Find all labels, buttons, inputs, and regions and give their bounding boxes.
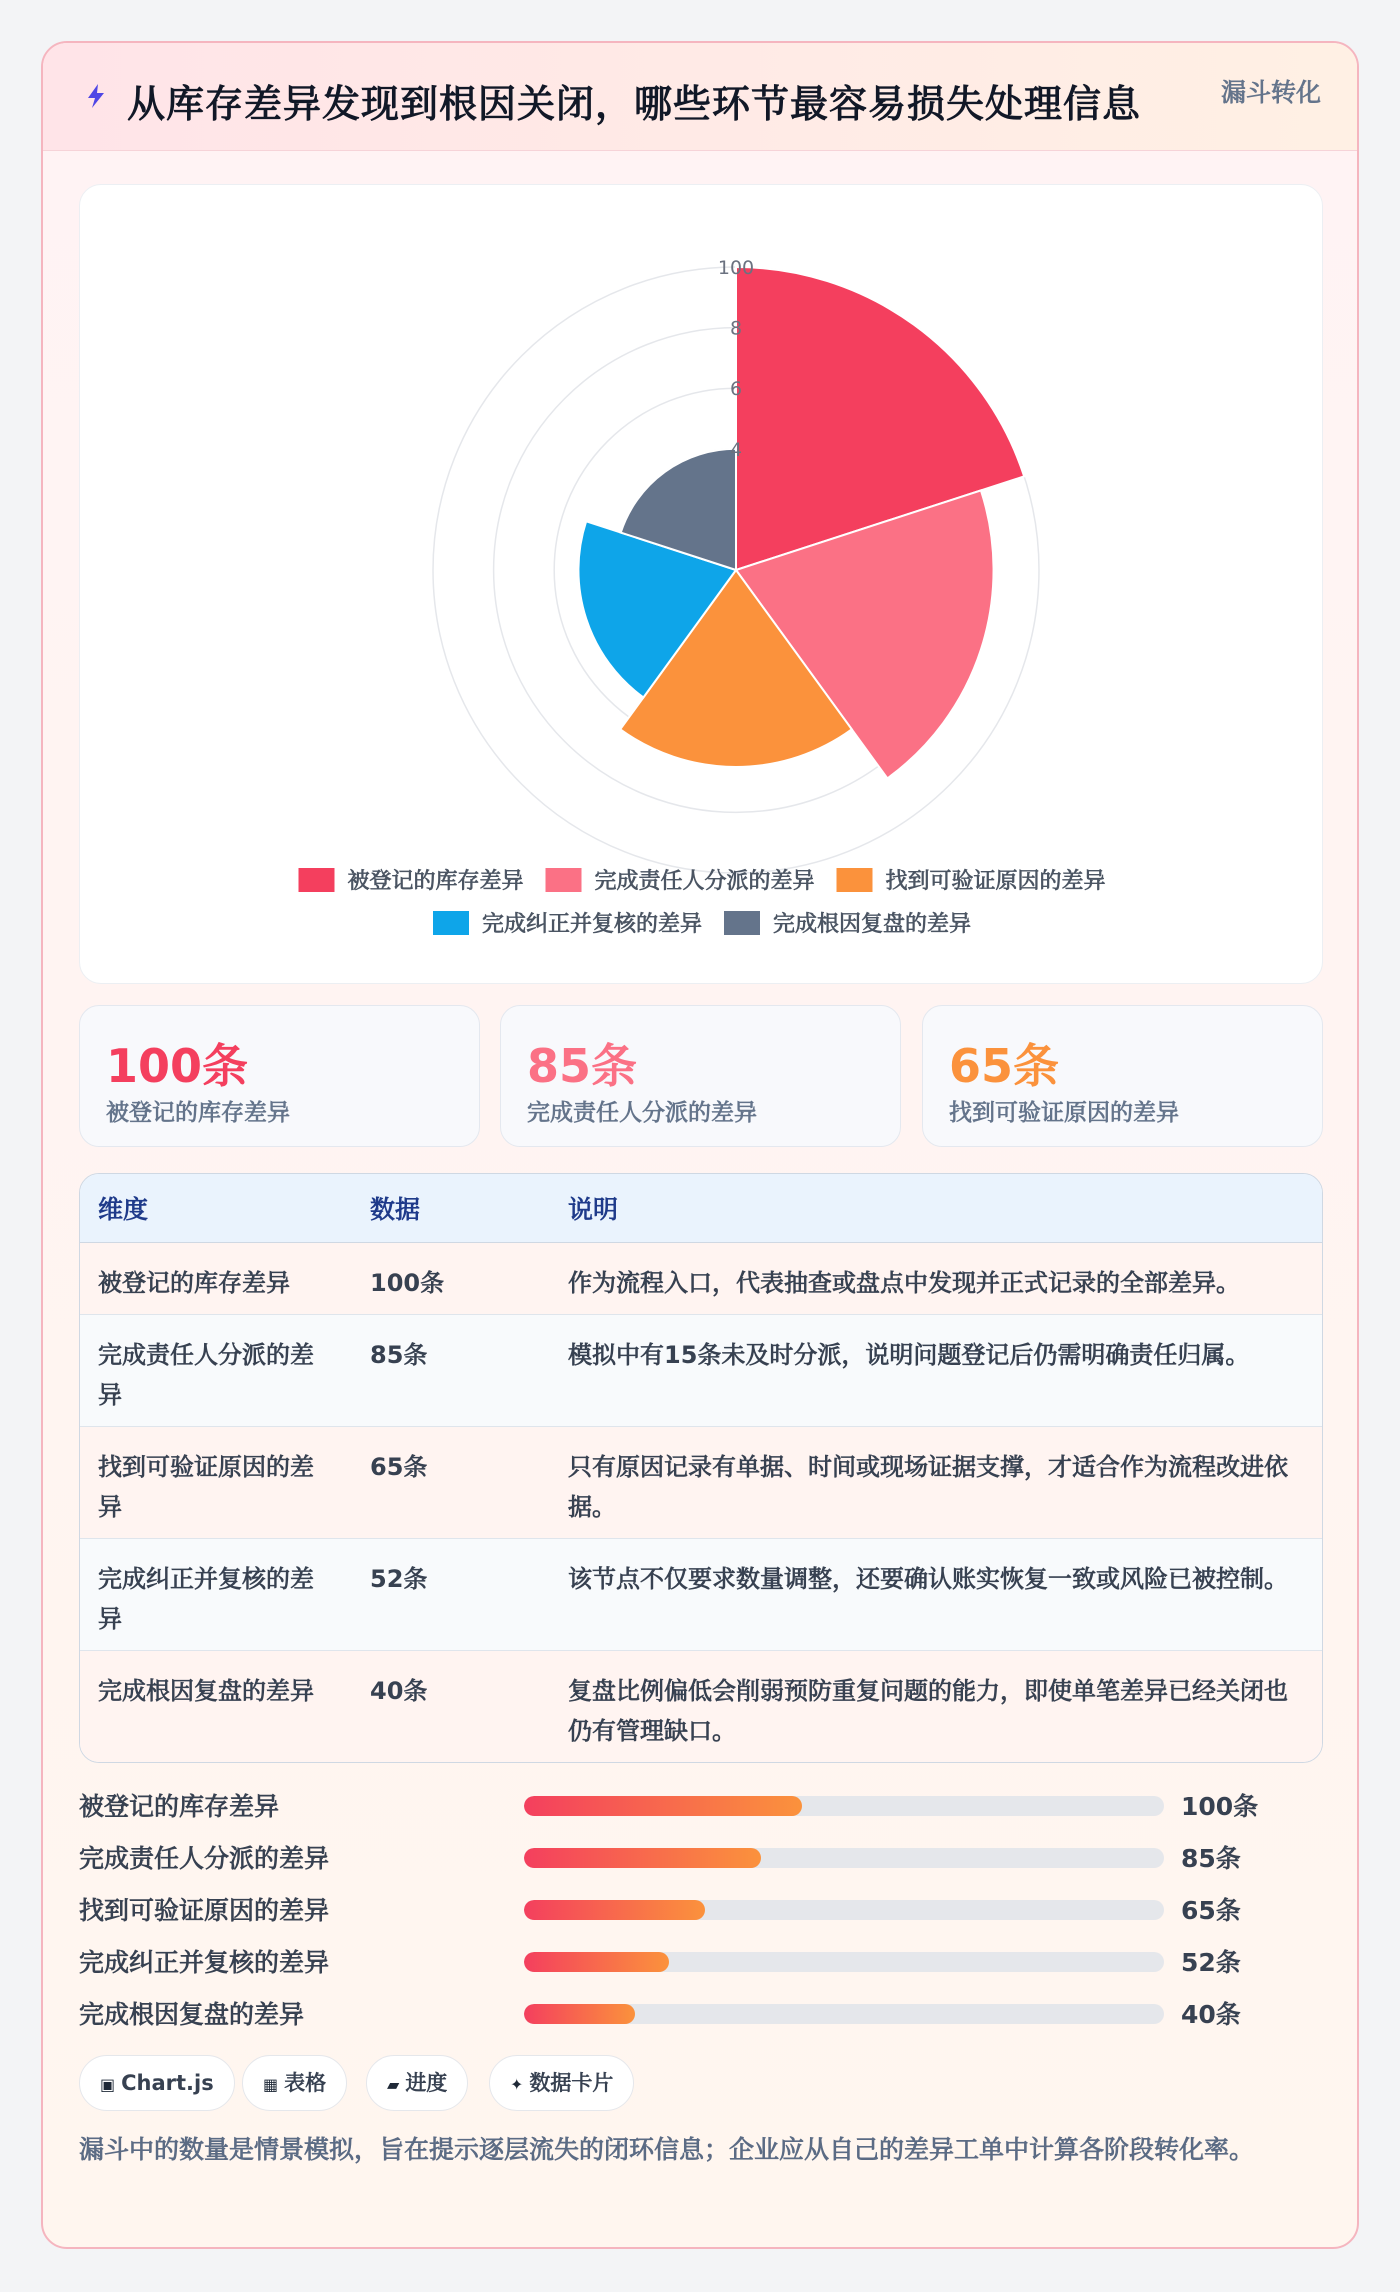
- progress-row: [79, 1991, 1323, 2031]
- legend-label: 被登记的库存差异: [347, 869, 524, 894]
- kpi-cards: [79, 1005, 1323, 1147]
- progress-value: 52条: [1181, 1948, 1241, 1977]
- row-name: 完成责任人分派的差异: [80, 1314, 352, 1426]
- kpi-label: 找到可验证原因的差异: [949, 1100, 1179, 1126]
- chip-label: 进度: [405, 2071, 448, 2095]
- column-header: 维度: [80, 1174, 352, 1242]
- row-value: 85条: [352, 1314, 550, 1426]
- row-value: 52条: [352, 1538, 550, 1650]
- data-table: [79, 1173, 1323, 1763]
- kpi-label: 完成责任人分派的差异: [527, 1100, 757, 1126]
- table-icon: ▦: [263, 2075, 279, 2094]
- legend-label: 完成根因复盘的差异: [773, 912, 972, 937]
- table-row: [80, 1650, 1322, 1762]
- chart-type-tag: 漏斗转化: [1220, 78, 1321, 107]
- row-name: 被登记的库存差异: [80, 1242, 352, 1314]
- progress-fill: [524, 1848, 761, 1868]
- progress-value: 40条: [1181, 2000, 1241, 2029]
- progress-value: 65条: [1181, 1896, 1241, 1925]
- progress-label: 完成纠正并复核的差异: [79, 1948, 330, 1977]
- row-value: 100条: [352, 1242, 550, 1314]
- progress-label: 被登记的库存差异: [79, 1792, 280, 1821]
- table-row: [80, 1314, 1322, 1426]
- polar-area-chart: [80, 185, 1324, 985]
- progress-value: 85条: [1181, 1844, 1241, 1873]
- progress-row: [79, 1887, 1323, 1927]
- chip-label: 表格: [284, 2071, 327, 2095]
- kpi-card: [79, 1005, 480, 1147]
- report-card: [41, 41, 1359, 2249]
- row-description: 该节点不仅要求数量调整，还要确认账实恢复一致或风险已被控制。: [550, 1538, 1322, 1650]
- progress-track: [524, 1848, 1164, 1868]
- radial-tick-label: 6: [729, 378, 743, 401]
- chip-label: Chart.js: [121, 2071, 214, 2095]
- chip-table[interactable]: [242, 2055, 347, 2111]
- kpi-value: 100条: [106, 1039, 249, 1093]
- table-row: [80, 1242, 1322, 1314]
- chart-icon: ▣: [100, 2075, 116, 2094]
- kpi-value: 65条: [949, 1039, 1060, 1093]
- row-name: 完成纠正并复核的差异: [80, 1538, 352, 1650]
- kpi-value: 85条: [527, 1039, 638, 1093]
- radial-tick-label: 100: [717, 257, 755, 279]
- row-description: 复盘比例偏低会削弱预防重复问题的能力，即使单笔差异已经关闭也仍有管理缺口。: [550, 1650, 1322, 1762]
- progress-value: 100条: [1181, 1792, 1259, 1821]
- progress-icon: ▰: [387, 2075, 400, 2094]
- progress-label: 完成责任人分派的差异: [79, 1844, 330, 1873]
- kpi-card: [500, 1005, 901, 1147]
- legend-swatch: [299, 868, 335, 892]
- progress-label: 完成根因复盘的差异: [79, 2000, 305, 2029]
- radial-tick-label: 4: [729, 438, 743, 461]
- progress-fill: [524, 1952, 669, 1972]
- progress-track: [524, 1900, 1164, 1920]
- chip-chartjs[interactable]: [79, 2055, 235, 2111]
- chip-label: 数据卡片: [529, 2071, 614, 2095]
- progress-row: [79, 1939, 1323, 1979]
- column-header: 说明: [550, 1174, 1322, 1242]
- legend-swatch: [724, 911, 760, 935]
- column-header: 数据: [352, 1174, 550, 1242]
- row-description: 模拟中有15条未及时分派，说明问题登记后仍需明确责任归属。: [550, 1314, 1322, 1426]
- table-row: [80, 1426, 1322, 1538]
- lightning-icon: [81, 81, 111, 111]
- table-header-row: [80, 1174, 1322, 1242]
- legend-swatch: [837, 868, 873, 892]
- progress-label: 找到可验证原因的差异: [79, 1896, 330, 1925]
- legend-label: 找到可验证原因的差异: [885, 869, 1106, 894]
- radial-tick-label: 8: [729, 317, 743, 340]
- legend-swatch: [546, 868, 582, 892]
- progress-track: [524, 2004, 1164, 2024]
- progress-track: [524, 1952, 1164, 1972]
- kpi-label: 被登记的库存差异: [106, 1100, 290, 1126]
- chip-progress[interactable]: [366, 2055, 468, 2111]
- progress-row: [79, 1783, 1323, 1823]
- progress-fill: [524, 2004, 635, 2024]
- kpi-card: [922, 1005, 1323, 1147]
- progress-track: [524, 1796, 1164, 1816]
- row-value: 65条: [352, 1426, 550, 1538]
- footnote: 漏斗中的数量是情景模拟，旨在提示逐层流失的闭环信息；企业应从自己的差异工单中计算各阶段转化率。: [79, 2135, 1255, 2164]
- row-value: 40条: [352, 1650, 550, 1762]
- progress-row: [79, 1835, 1323, 1875]
- progress-fill: [524, 1796, 802, 1816]
- card-header: [43, 43, 1357, 151]
- progress-fill: [524, 1900, 705, 1920]
- progress-list: [79, 1783, 1323, 2053]
- chip-data-card[interactable]: [489, 2055, 634, 2111]
- row-name: 完成根因复盘的差异: [80, 1650, 352, 1762]
- chart-panel: [79, 184, 1323, 984]
- table-row: [80, 1538, 1322, 1650]
- legend-label: 完成责任人分派的差异: [594, 869, 815, 894]
- row-description: 作为流程入口，代表抽查或盘点中发现并正式记录的全部差异。: [550, 1242, 1322, 1314]
- page-title: 从库存差异发现到根因关闭，哪些环节最容易损失处理信息: [127, 82, 1142, 126]
- sparkle-icon: ✦: [510, 2075, 524, 2094]
- legend-swatch: [433, 911, 469, 935]
- row-name: 找到可验证原因的差异: [80, 1426, 352, 1538]
- legend-label: 完成纠正并复核的差异: [482, 912, 703, 937]
- row-description: 只有原因记录有单据、时间或现场证据支撑，才适合作为流程改进依据。: [550, 1426, 1322, 1538]
